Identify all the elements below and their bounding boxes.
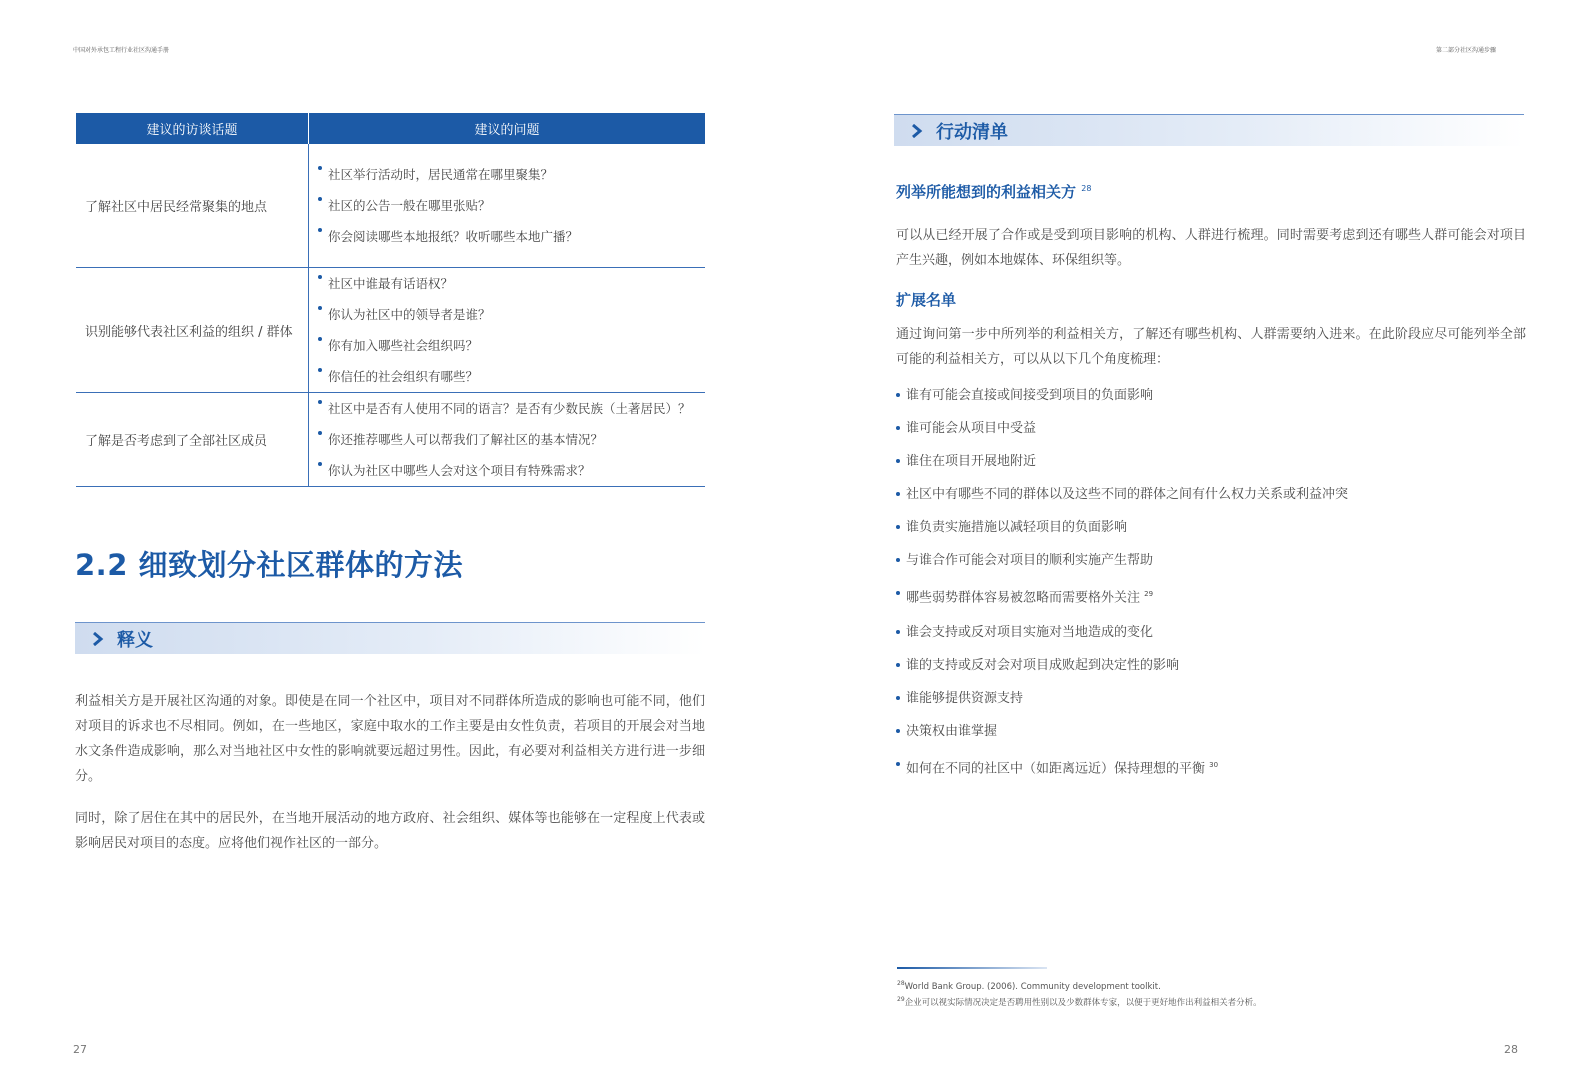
question-item: 你认为社区中哪些人会对这个项目有特殊需求？ (318, 455, 705, 486)
question-item: 社区的公告一般在哪里张贴？ (318, 190, 705, 221)
page-number-left: 27 (73, 1043, 87, 1056)
expand-list-paragraph: 通过询问第一步中所列举的利益相关方，了解还有哪些机构、人群需要纳入进来。在此阶段应尽可能列举全部可能的利益相关方，可以从以下几个角度梳理： (896, 327, 1526, 367)
table-questions-cell (309, 268, 706, 393)
list-item: 哪些弱势群体容易被忽略而需要格外关注 $^{29}$ (894, 584, 1534, 623)
question-item: 你会阅读哪些本地报纸？收听哪些本地广播？ (318, 221, 705, 252)
table-row (76, 144, 705, 268)
list-item: 谁有可能会直接或间接受到项目的负面影响 (894, 386, 1534, 419)
definition-banner-title: 释义 (117, 629, 153, 651)
table-row (76, 268, 705, 393)
footnote-divider (897, 967, 1047, 969)
list-item: 如何在不同的社区中（如距离远近）保持理想的平衡 $^{30}$ (894, 755, 1534, 788)
definition-paragraph: 利益相关方是开展社区沟通的对象。即使是在同一个社区中，项目对不同群体所造成的影响也可能不同，他们对项目的诉求也不尽相同。例如，在一些地区，家庭中取水的工作主要是由女性负责，若项目的开展会对当地水文条件造成影响，那么对当地社区中女性的影响就要远超过男性。因此，有必要对利益相关方进行进一步细分。 (75, 694, 705, 784)
list-item: 谁的支持或反对会对项目成败起到决定性的影响 (894, 656, 1534, 689)
table-questions-cell (309, 144, 706, 268)
footnote-ref: 29 (1144, 590, 1154, 598)
table-row (76, 393, 705, 487)
question-item: 你还推荐哪些人可以帮我们了解社区的基本情况？ (318, 424, 705, 455)
list-item: 谁住在项目开展地附近 (894, 452, 1534, 485)
footnote-ref: 28 (1081, 184, 1092, 193)
list-item: 社区中有哪些不同的群体以及这些不同的群体之间有什么权力关系或利益冲突 (894, 485, 1534, 518)
question-item: 你认为社区中的领导者是谁？ (318, 299, 705, 330)
table-questions-cell (309, 393, 706, 487)
table-header-topics: 建议的访谈话题 (76, 113, 309, 144)
question-item: 你有加入哪些社会组织吗？ (318, 330, 705, 361)
table-header-questions: 建议的问题 (309, 113, 706, 144)
question-item: 你信任的社会组织有哪些？ (318, 361, 705, 392)
question-item: 社区中谁最有话语权？ (318, 268, 705, 299)
interview-topics-table (76, 113, 705, 487)
chevron-right-icon (910, 124, 924, 138)
definition-paragraph: 同时，除了居住在其中的居民外，在当地开展活动的地方政府、社会组织、媒体等也能够在一定程度上代表或影响居民对项目的态度。应将他们视作社区的一部分。 (75, 811, 705, 851)
footnote-ref: 30 (1209, 761, 1219, 769)
list-item: 决策权由谁掌握 (894, 722, 1534, 755)
question-item: 社区中是否有人使用不同的语言？是否有少数民族（土著居民）？ (318, 393, 705, 424)
definition-banner (75, 622, 705, 654)
table-topic-cell: 了解社区中居民经常聚集的地点 (76, 144, 309, 268)
question-item: 社区举行活动时，居民通常在哪里聚集？ (318, 159, 705, 190)
running-head-left: 中国对外承包工程行业社区沟通手册 (73, 47, 170, 54)
running-head-right: 第二部分社区沟通步骤 (1435, 47, 1496, 54)
subheading-expand-list: 扩展名单 (896, 291, 957, 309)
table-topic-cell: 了解是否考虑到了全部社区成员 (76, 393, 309, 487)
list-item: 与谁合作可能会对项目的顺利实施产生帮助 (894, 551, 1534, 584)
list-item: 谁能够提供资源支持 (894, 689, 1534, 722)
list-stakeholders-paragraph: 可以从已经开展了合作或是受到项目影响的机构、人群进行梳理。同时需要考虑到还有哪些人群可能会对项目产生兴趣，例如本地媒体、环保组织等。 (896, 228, 1526, 268)
section-title: 2.2 细致划分社区群体的方法 (75, 548, 463, 582)
list-item: 谁可能会从项目中受益 (894, 419, 1534, 452)
footnote: $^{29}$企业可以视实际情况决定是否聘用性别以及少数群体专家，以便于更好地作出利益相关者分析。 (897, 996, 1262, 1008)
subheading-list-stakeholders: 列举所能想到的利益相关方 $^{28}$ (896, 183, 1092, 201)
page-number-right: 28 (1504, 1043, 1518, 1056)
table-topic-cell: 识别能够代表社区利益的组织 / 群体 (76, 268, 309, 393)
footnote: $^{28}$World Bank Group. (2006). Community development toolkit. (897, 980, 1161, 992)
list-item: 谁会支持或反对项目实施对当地造成的变化 (894, 623, 1534, 656)
stakeholder-question-list (894, 386, 1534, 788)
action-list-banner-title: 行动清单 (936, 121, 1008, 143)
action-list-banner (894, 114, 1524, 146)
list-item: 谁负责实施措施以减轻项目的负面影响 (894, 518, 1534, 551)
chevron-right-icon (91, 632, 105, 646)
